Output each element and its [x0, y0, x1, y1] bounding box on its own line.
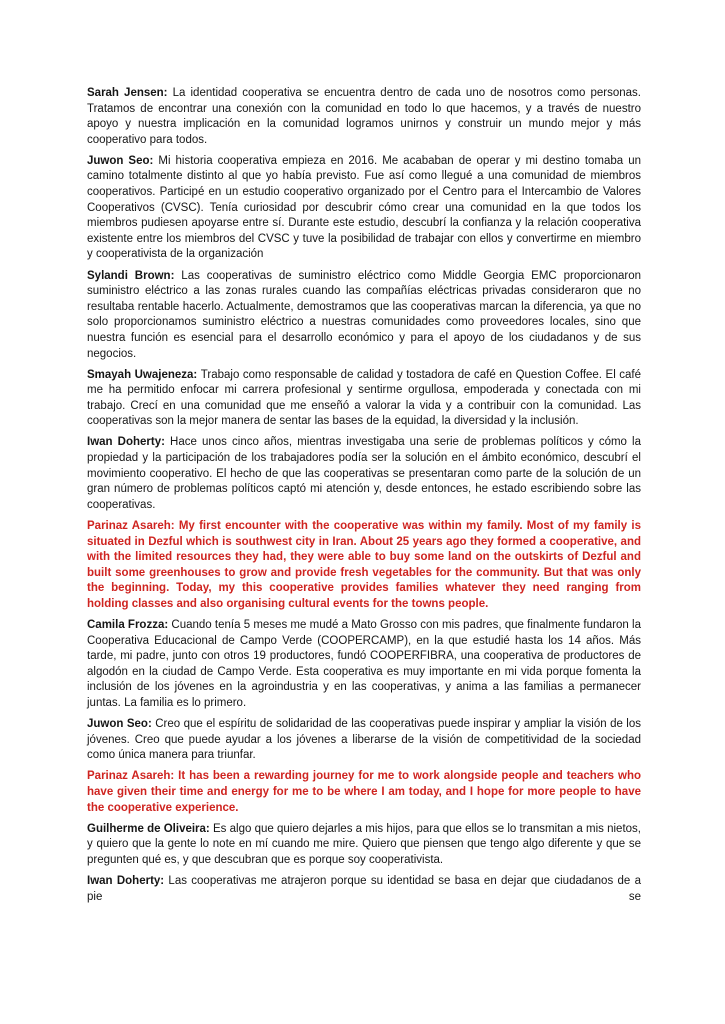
paragraph: [87, 519, 641, 613]
speaker-name: Parinaz Asareh:: [87, 770, 175, 783]
paragraph-text: Creo que el espíritu de solidaridad de las cooperativas puede inspirar y ampliar la visión de los jóvenes. Creo que puede ayudar a los jóvenes a liberarse de la visión de competitividad de la sociedad como única manera para triunfar.: [87, 718, 642, 762]
paragraph: [87, 822, 641, 869]
paragraph-text: Hace unos cinco años, mientras investigaba una serie de problemas políticos y cómo la propiedad y la participación de los trabajadores podía ser la solución en el ámbito económico, descubrí el movimiento cooperativo. El hecho de que las cooperativas se presentaran como parte de la solución de un gran número de problemas políticos captó mi atención y, desde entonces, he estado escribiendo sobre las cooperativas.: [87, 436, 641, 511]
speaker-name: Iwan Doherty:: [87, 874, 165, 887]
speaker-name: Smayah Uwajeneza:: [87, 368, 198, 381]
paragraph-text: It has been a rewarding journey for me to work alongside people and teachers who have given their time and energy for me to be where I am today, and I hope for more people to have the cooperative experience.: [87, 770, 641, 814]
paragraph-text: Las cooperativas me atrajeron porque su identidad se basa en dejar que ciudadanos de a pie se: [87, 874, 641, 903]
speaker-name: Guilherme de Oliveira:: [87, 822, 210, 835]
paragraph-text: Las cooperativas de suministro eléctrico como Middle Georgia EMC proporcionaron suministro eléctrico a las zonas rurales cuando las compañías eléctricas privadas consideraron que no resultaba rentable hacerlo. Actualmente, demostramos que las cooperativas marcan la diferencia, ya que no solo proporcionamos suministro eléctrico a nuestras comunidades como proveedores locales, sino que nuestra función es esencial para el desarrollo económico y para el apoyo de los ciudadanos y de sus negocios.: [87, 269, 641, 360]
paragraph-text: Cuando tenía 5 meses me mudé a Mato Grosso con mis padres, que finalmente fundaron la Cooperativa Educacional de Campo Verde (COOPERCAMP), en la que estudié hasta los 14 años. Más tarde, mi padre, junto con otros 19 productores, fundó COOPERFIBRA, una cooperativa de productores de algodón en la ciudad de Campo Verde. Esta cooperativa es muy importante en mi vida porque fomenta la inclusión de los jóvenes en la agroindustria y en las cooperativas, y anima a las familias a permanecer juntas. La familia es lo primero.: [87, 619, 641, 709]
speaker-name: Camila Frozza:: [87, 619, 169, 631]
paragraph-text: Es algo que quiero dejarles a mis hijos, para que ellos se lo transmitan a mis nietos, y quiero que la gente lo note en mí cuando me mire. Quiero que piensen que tengo algo diferente y que se pregunten qué es, y que descubran que es porque soy cooperativista.: [87, 822, 641, 866]
speaker-name: Juwon Seo:: [87, 718, 152, 731]
speaker-name: Parinaz Asareh:: [87, 519, 175, 532]
paragraph: [87, 769, 641, 816]
document-body: [87, 86, 641, 905]
paragraph-text: My first encounter with the cooperative was within my family. Most of my family is situated in Dezful which is southwest city in Iran. About 25 years ago they formed a cooperative, and with the limited resources they had, they were able to buy some land on the outskirts of Dezful and built some greenhouses to grow and provide fresh vegetables for the community. But that was only the beginning. Today, my this cooperative provides families whatever they need ranging from holding classes and also organising cultural events for the towns people.: [87, 519, 642, 610]
paragraph: [87, 368, 641, 430]
paragraph: [87, 154, 641, 263]
paragraph-text: Mi historia cooperativa empieza en 2016. Me acababan de operar y mi destino tomaba un camino totalmente distinto al que yo había previsto. Fue así como llegué a una comunidad de miembros cooperativos. Participé en un estudio cooperativo organizado por el Centro para el Intercambio de Valores Cooperativos (CVSC). Tenía curiosidad por descubrir cómo crear una comunidad en la que todos los miembros pudiesen apoyarse entre sí. Durante este estudio, descubrí la confianza y la relación cooperativa existente entre los miembros del CVSC y tuve la posibilidad de trabajar con ellos y convertirme en miembro y cooperativista de la organización: [87, 154, 641, 261]
paragraph: [87, 435, 641, 513]
paragraph: [87, 717, 641, 764]
paragraph-text: La identidad cooperativa se encuentra dentro de cada uno de nosotros como personas. Tratamos de encontrar una conexión con la comunidad en todo lo que hacemos, y a través de nuestro apoyo y nuestra implicación en la comunidad logramos unirnos y construir un mundo mejor y más cooperativo para todos.: [87, 87, 641, 146]
paragraph: [87, 86, 641, 148]
paragraph: [87, 874, 641, 905]
speaker-name: Sarah Jensen:: [87, 87, 168, 99]
speaker-name: Juwon Seo:: [87, 154, 154, 167]
speaker-name: Sylandi Brown:: [87, 269, 175, 282]
paragraph: [87, 618, 641, 712]
paragraph-text: Trabajo como responsable de calidad y tostadora de café en Question Coffee. El café me ha permitido enfocar mi carrera profesional y sentirme orgullosa, empoderada y conectada con mi trabajo. Crecí en una comunidad que me enseñó a valorar la vida y a contribuir con la comunidad. Las cooperativas son la mejor manera de sentar las bases de la equidad, la diversidad y la inclusión.: [87, 368, 641, 428]
paragraph: [87, 269, 641, 363]
speaker-name: Iwan Doherty:: [87, 436, 165, 449]
